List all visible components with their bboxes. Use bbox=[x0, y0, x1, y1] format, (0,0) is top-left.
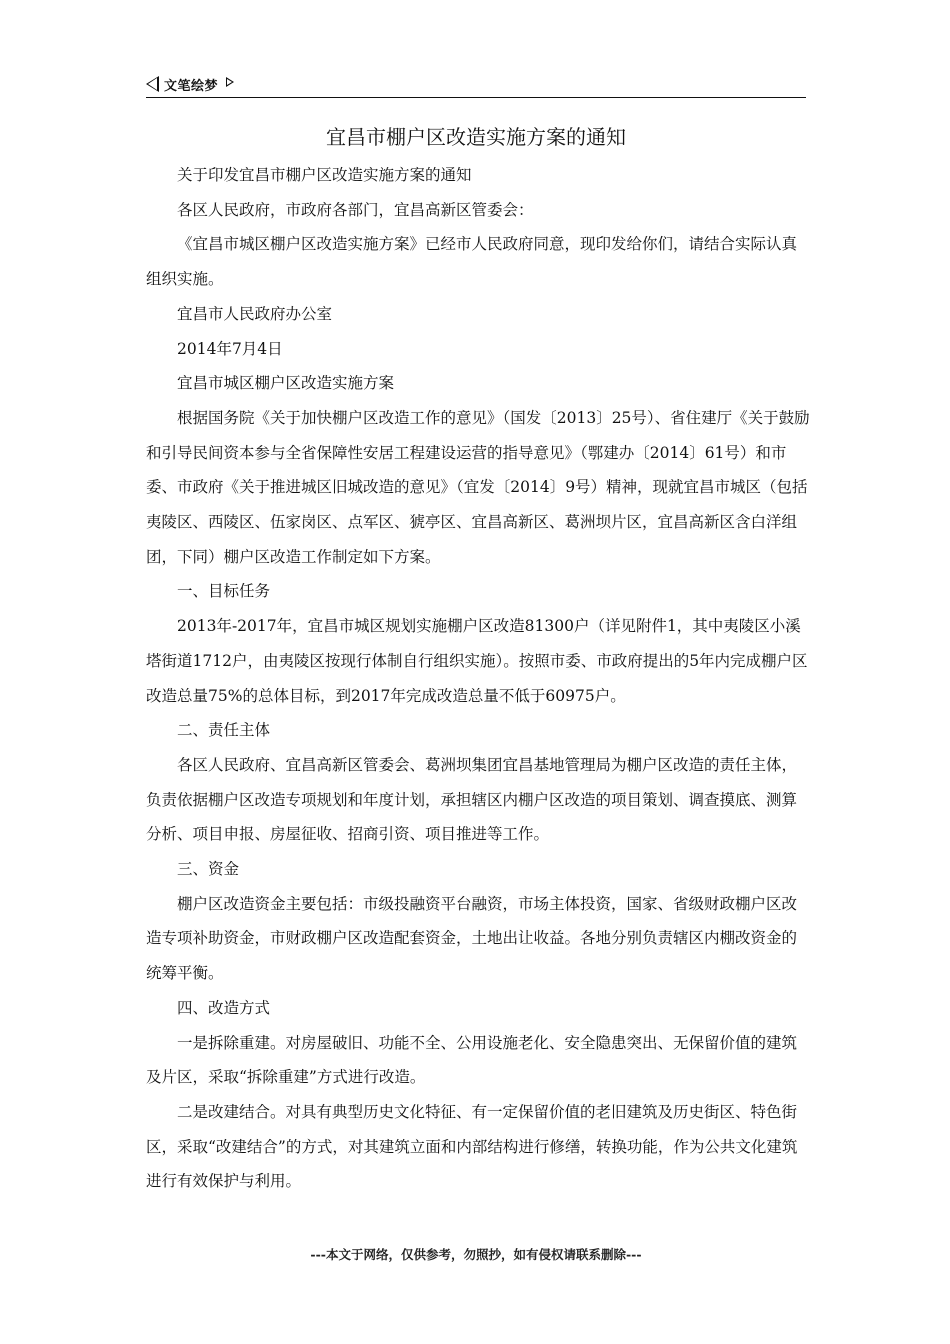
header-brand: 文笔绘梦 bbox=[164, 78, 219, 94]
triangle-left-icon bbox=[146, 76, 159, 92]
document-title: 宜昌市棚户区改造实施方案的通知 bbox=[326, 125, 626, 149]
paragraph: 2014年7月4日 bbox=[177, 339, 283, 358]
page-header bbox=[146, 72, 806, 96]
header-divider bbox=[146, 97, 806, 98]
section-heading: 三、资金 bbox=[177, 860, 240, 879]
paragraph: 宜昌市人民政府办公室 bbox=[177, 304, 333, 323]
paragraph: 关于印发宜昌市棚户区改造实施方案的通知 bbox=[177, 166, 472, 184]
paragraph: 《宜昌市城区棚户区改造实施方案》已经市人民政府同意，现印发给你们，请结合实际认真组织实施。 bbox=[146, 235, 798, 289]
triangle-right-icon bbox=[226, 77, 234, 87]
document-body bbox=[146, 158, 810, 1199]
section-heading: 一、目标任务 bbox=[177, 582, 271, 601]
paragraph: 各区人民政府，市政府各部门，宜昌高新区管委会： bbox=[177, 200, 534, 219]
paragraph: 根据国务院《关于加快棚户区改造工作的意见》（国发〔2013〕25号）、省住建厅《关于鼓励和引导民间资本参与全省保障性安居工程建设运营的指导意见》（鄂建办〔2014〕61号）和市委、市政府《关于推进城区旧城改造的意见》（宜发〔2014〕9号）精神，现就宜昌市城区（包括夷陵区、西陵区、伍家岗区、点军区、猇亭区、宜昌高新区、葛洲坝片区，宜昌高新区含白洋组团，下同）棚户区改造工作制定如下方案。 bbox=[146, 408, 810, 566]
page-footer: ---本文于网络，仅供参考，勿照抄，如有侵权请联系删除--- bbox=[310, 1247, 642, 1262]
paragraph: 一是拆除重建。对房屋破旧、功能不全、公用设施老化、安全隐患突出、无保留价值的建筑及片区，采取“拆除重建”方式进行改造。 bbox=[146, 1033, 798, 1087]
paragraph: 2013年-2017年，宜昌市城区规划实施棚户区改造81300户（详见附件1，其中夷陵区小溪塔街道1712户，由夷陵区按现行体制自行组织实施）。按照市委、市政府提出的5年内完成棚户区改造总量75%的总体目标，到2017年完成改造总量不低于60975户。 bbox=[146, 617, 808, 705]
section-heading: 二、责任主体 bbox=[177, 721, 271, 740]
paragraph: 各区人民政府、宜昌高新区管委会、葛洲坝集团宜昌基地管理局为棚户区改造的责任主体，负责依据棚户区改造专项规划和年度计划，承担辖区内棚户区改造的项目策划、调查摸底、测算分析、项目申报、房屋征收、招商引资、项目推进等工作。 bbox=[146, 755, 798, 844]
section-heading: 四、改造方式 bbox=[177, 998, 271, 1017]
paragraph: 二是改建结合。对具有典型历史文化特征、有一定保留价值的老旧建筑及历史街区、特色街区，采取“改建结合”的方式，对其建筑立面和内部结构进行修缮，转换功能，作为公共文化建筑进行有效保护与利用。 bbox=[146, 1102, 798, 1191]
paragraph: 宜昌市城区棚户区改造实施方案 bbox=[177, 374, 395, 393]
paragraph: 棚户区改造资金主要包括：市级投融资平台融资，市场主体投资，国家、省级财政棚户区改造专项补助资金，市财政棚户区改造配套资金，土地出让收益。各地分别负责辖区内棚改资金的统筹平衡。 bbox=[146, 894, 798, 983]
